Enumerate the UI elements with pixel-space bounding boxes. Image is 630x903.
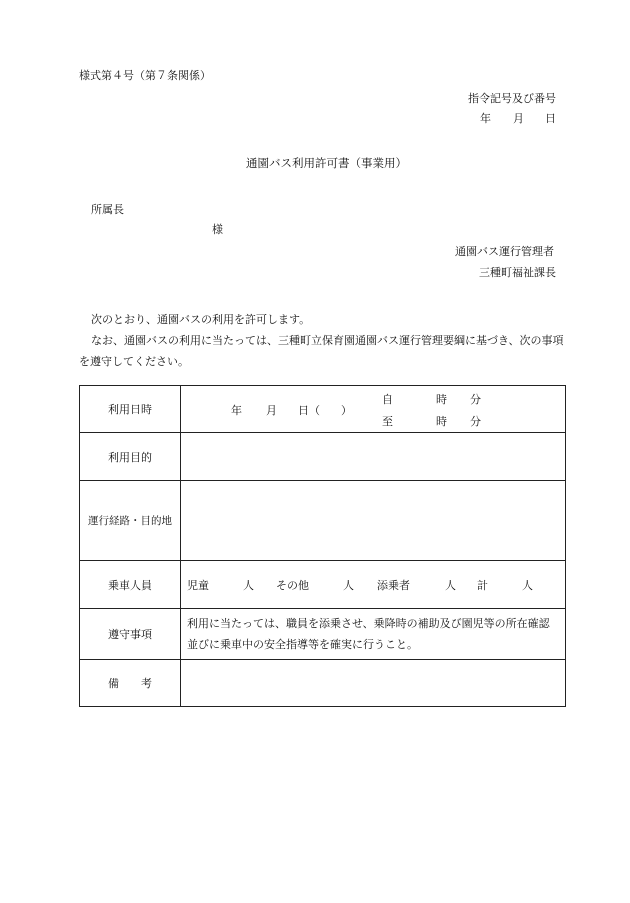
passengers-label: 乗車人員	[80, 561, 181, 609]
others-label: その他	[276, 579, 309, 592]
recipient-honorific: 様	[212, 223, 223, 236]
total-label: 計	[477, 579, 488, 592]
recipient-org: 所属長	[91, 203, 124, 216]
dt-to-hour: 時	[436, 415, 447, 428]
issuer-name: 三種町福祉課長	[479, 266, 556, 279]
table-row-purpose	[80, 433, 566, 481]
dt-from: 自	[382, 393, 393, 406]
route-label: 運行経路・目的地	[80, 481, 181, 561]
datetime-label: 利用日時	[80, 386, 181, 433]
dt-paren-close: ）	[341, 404, 352, 417]
remarks-label: 備 考	[80, 660, 181, 707]
passengers-cell	[181, 561, 566, 609]
permit-table	[79, 385, 566, 707]
total-unit: 人	[522, 579, 533, 592]
table-row-datetime	[80, 386, 566, 433]
purpose-cell	[181, 433, 566, 481]
form-number: 様式第４号（第７条関係）	[79, 69, 211, 82]
children-label: 児童	[187, 579, 209, 592]
dt-from-minute: 分	[470, 393, 481, 406]
dt-year: 年	[231, 404, 242, 417]
children-unit: 人	[243, 579, 254, 592]
dt-to: 至	[382, 415, 393, 428]
route-cell	[181, 481, 566, 561]
table-row-remarks	[80, 660, 566, 707]
compliance-cell	[181, 609, 566, 660]
document-title: 通園バス利用許可書（事業用）	[246, 156, 407, 170]
body-line-1: 次のとおり、通園バスの利用を許可します。	[91, 313, 311, 326]
dt-month: 月	[266, 404, 277, 417]
purpose-label: 利用目的	[80, 433, 181, 481]
table-row-route	[80, 481, 566, 561]
remarks-cell	[181, 660, 566, 707]
compliance-text: 利用に当たっては、職員を添乗させ、乗降時の補助及び園児等の所在確認並びに乗車中の安全指導等を確実に行うこと。	[187, 617, 550, 651]
escort-unit: 人	[445, 579, 456, 592]
date-year: 年	[480, 112, 491, 125]
issuer-role: 通園バス運行管理者	[455, 245, 554, 258]
dt-day: 日（	[298, 404, 320, 417]
dt-to-minute: 分	[470, 415, 481, 428]
date-day: 日	[545, 112, 556, 125]
date-month: 月	[513, 112, 524, 125]
escort-label: 添乗者	[377, 579, 410, 592]
compliance-label: 遵守事項	[80, 609, 181, 660]
others-unit: 人	[343, 579, 354, 592]
dt-from-hour: 時	[436, 393, 447, 406]
table-row-passengers	[80, 561, 566, 609]
datetime-cell	[181, 386, 566, 433]
body-line-3: を遵守してください。	[79, 355, 189, 368]
reference-number-label: 指令記号及び番号	[468, 92, 556, 105]
body-line-2: なお、通園バスの利用に当たっては、三種町立保育園通園バス運行管理要綱に基づき、次の事項	[91, 334, 564, 347]
table-row-compliance	[80, 609, 566, 660]
